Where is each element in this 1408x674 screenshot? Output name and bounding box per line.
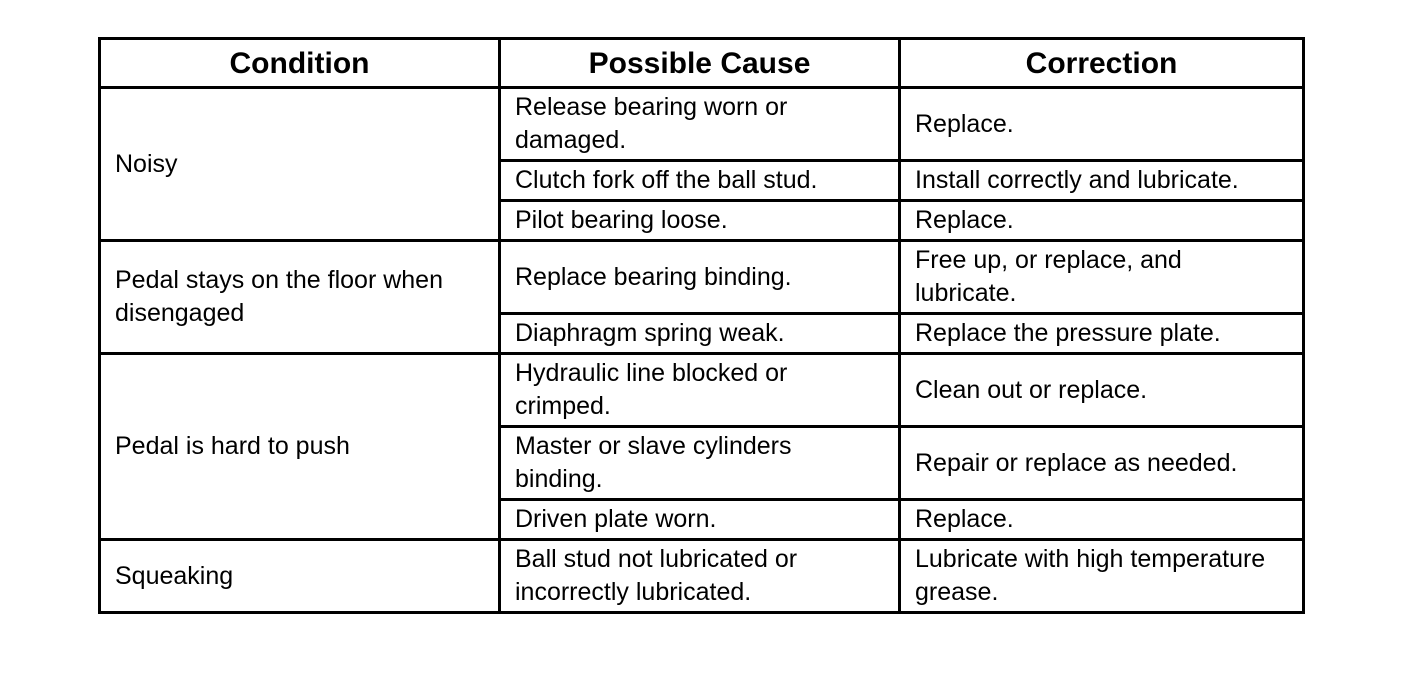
table-row	[100, 540, 1304, 613]
correction-cell: Free up, or replace, and lubricate.	[900, 241, 1304, 314]
cause-cell: Clutch fork off the ball stud.	[500, 161, 900, 201]
cause-cell: Replace bearing binding.	[500, 241, 900, 314]
cause-cell: Pilot bearing loose.	[500, 201, 900, 241]
troubleshooting-table	[98, 37, 1305, 614]
table-row	[100, 241, 1304, 314]
correction-cell: Install correctly and lubricate.	[900, 161, 1304, 201]
header-condition: Condition	[100, 39, 500, 88]
condition-cell: Pedal stays on the floor when disengaged	[100, 241, 500, 354]
correction-cell: Clean out or replace.	[900, 354, 1304, 427]
cause-cell: Release bearing worn or damaged.	[500, 88, 900, 161]
correction-cell: Replace.	[900, 201, 1304, 241]
cause-cell: Diaphragm spring weak.	[500, 314, 900, 354]
correction-cell: Replace the pressure plate.	[900, 314, 1304, 354]
cause-cell: Ball stud not lubricated or incorrectly lubricated.	[500, 540, 900, 613]
table-row	[100, 88, 1304, 161]
correction-cell: Replace.	[900, 88, 1304, 161]
condition-cell: Pedal is hard to push	[100, 354, 500, 540]
correction-cell: Replace.	[900, 500, 1304, 540]
cause-cell: Master or slave cylinders binding.	[500, 427, 900, 500]
header-correction: Correction	[900, 39, 1304, 88]
correction-cell: Lubricate with high temperature grease.	[900, 540, 1304, 613]
condition-cell: Noisy	[100, 88, 500, 241]
condition-cell: Squeaking	[100, 540, 500, 613]
table-row	[100, 354, 1304, 427]
header-row	[100, 39, 1304, 88]
cause-cell: Hydraulic line blocked or crimped.	[500, 354, 900, 427]
cause-cell: Driven plate worn.	[500, 500, 900, 540]
correction-cell: Repair or replace as needed.	[900, 427, 1304, 500]
header-possible-cause: Possible Cause	[500, 39, 900, 88]
